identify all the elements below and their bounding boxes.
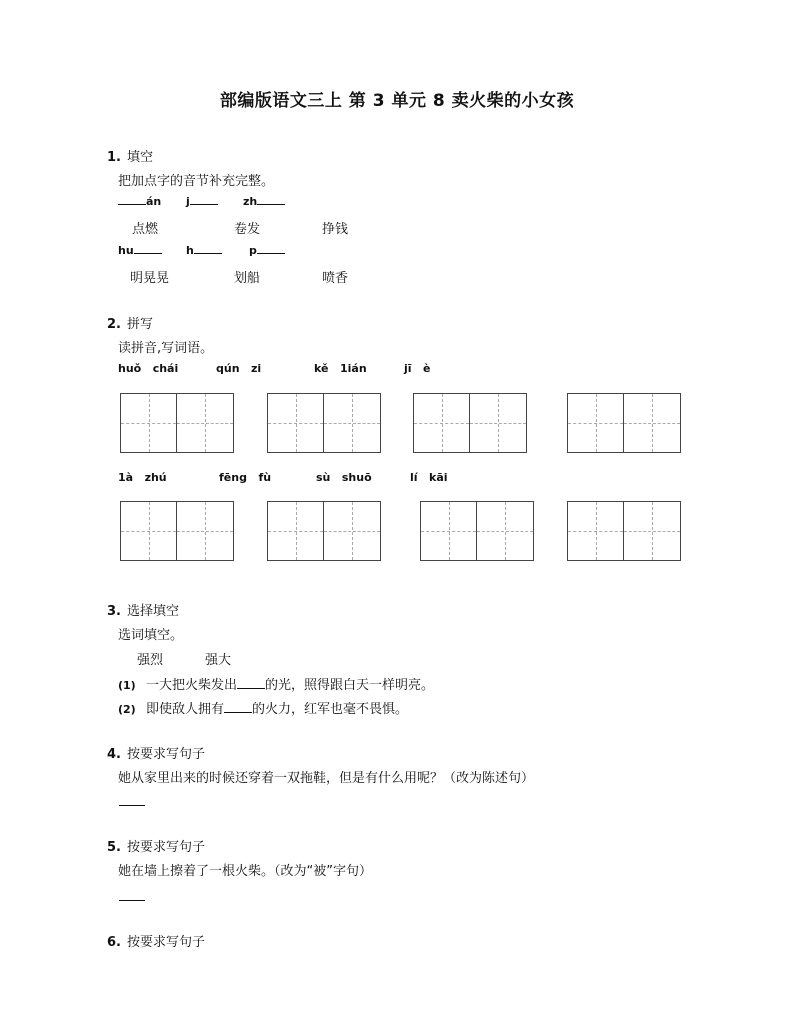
writing-grid[interactable] [120,393,234,453]
writing-grid[interactable] [567,501,681,561]
question-5-sentence: 她在墙上擦着了一根火柴。（改为“被”字句） [118,864,372,879]
pinyin-label: kě 1ián [314,362,367,375]
answer-line[interactable] [119,899,145,901]
question-number: 4. [107,747,121,762]
pinyin-blank[interactable]: j [186,194,218,208]
writing-grid[interactable] [120,501,234,561]
question-title: 拼写 [126,317,153,332]
pinyin-blank[interactable]: zh [243,194,285,208]
fill-sentence-1: (1) 一大把火柴发出 的光，照得跟白天一样明亮。 [118,678,435,693]
writing-grid[interactable] [267,393,381,453]
answer-line[interactable] [119,804,145,806]
question-3-heading [107,600,179,619]
question-4-heading [107,743,205,762]
pinyin-label: lí kāi [410,471,448,484]
pinyin-blank[interactable]: h [186,243,222,257]
pinyin-label: sù shuō [316,471,372,484]
question-number: 3. [107,604,121,619]
pinyin-blank[interactable]: p [249,243,285,257]
question-title: 填空 [126,150,153,165]
question-5-heading [107,836,205,855]
word-option: 强烈 [137,653,164,668]
writing-grid[interactable] [413,393,527,453]
question-title: 选择填空 [126,604,179,619]
item-label: (2) [118,703,136,716]
question-2-heading [107,313,153,332]
question-number: 5. [107,840,121,855]
question-number: 1. [107,150,121,165]
question-4-sentence: 她从家里出来的时候还穿着一双拖鞋，但是有什么用呢？（改为陈述句） [118,771,535,786]
question-title: 按要求写句子 [126,747,205,762]
word: 挣钱 [322,222,349,237]
item-label: (1) [118,679,136,692]
question-title: 按要求写句子 [126,840,205,855]
fill-sentence-2: (2) 即使敌人拥有 的火力，红军也毫不畏惧。 [118,702,409,717]
question-2-instruction: 读拼音,写词语。 [118,341,214,356]
question-6-heading [107,931,205,950]
page-title: 部编版语文三上 第 3 单元 8 卖火柴的小女孩 [219,91,575,111]
question-3-instruction: 选词填空。 [118,628,184,643]
answer-blank[interactable] [224,702,252,713]
word: 明晃晃 [130,271,170,286]
question-1-instruction: 把加点字的音节补充完整。 [118,174,275,189]
question-number: 6. [107,935,121,950]
answer-blank[interactable] [237,678,265,689]
question-1-heading [107,146,153,165]
word: 点燃 [132,222,159,237]
pinyin-blank[interactable]: án [118,194,161,208]
question-number: 2. [107,317,121,332]
pinyin-blank[interactable]: hu [118,243,162,257]
pinyin-label: fēng fù [219,471,272,484]
writing-grid[interactable] [567,393,681,453]
question-title: 按要求写句子 [126,935,205,950]
writing-grid[interactable] [420,501,534,561]
writing-grid[interactable] [267,501,381,561]
pinyin-label: 1à zhú [118,471,167,484]
pinyin-label: qún zi [216,362,262,375]
word-option: 强大 [205,653,232,668]
pinyin-label: jī è [404,362,431,375]
pinyin-label: huǒ chái [118,362,179,375]
word: 划船 [234,271,261,286]
word: 喷香 [322,271,349,286]
word: 卷发 [234,222,261,237]
